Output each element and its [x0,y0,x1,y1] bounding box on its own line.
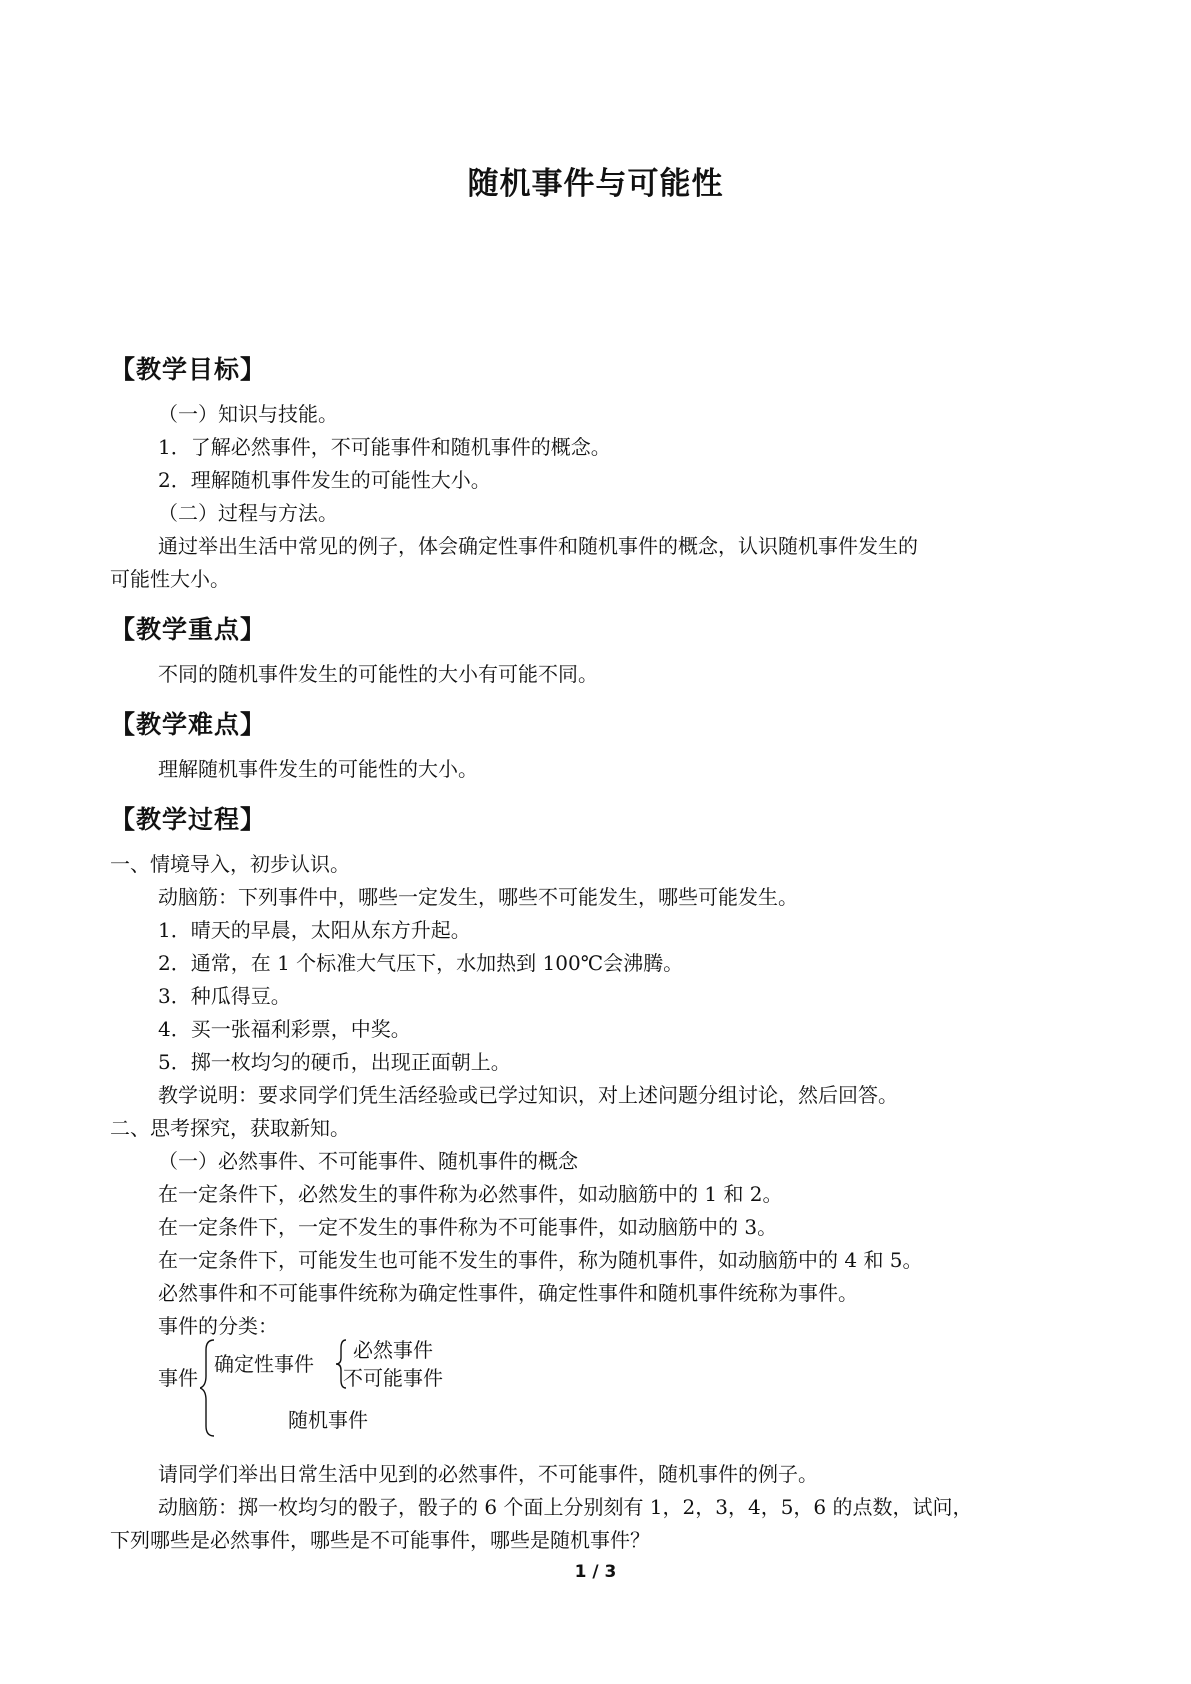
process-line: 事件的分类： [158,1314,278,1338]
process-line: 4．买一张福利彩票，中奖。 [158,1017,411,1041]
goals-line: 1．了解必然事件，不可能事件和随机事件的概念。 [158,435,611,459]
goals-line: （二）过程与方法。 [158,501,338,525]
process-line: 教学说明：要求同学们凭生活经验或已学过知识，对上述问题分组讨论，然后回答。 [158,1083,898,1107]
process-after-line: 动脑筋：掷一枚均匀的骰子，骰子的 6 个面上分别刻有 1，2，3，4，5，6 的点数，试问， [158,1495,973,1519]
tree-root: 事件 [158,1366,198,1390]
process-line: 必然事件和不可能事件统称为确定性事件，确定性事件和随机事件统称为事件。 [158,1281,858,1305]
section-heading-key: 【教学重点】 [110,615,267,644]
process-line: 在一定条件下，必然发生的事件称为必然事件，如动脑筋中的 1 和 2。 [158,1182,783,1206]
tree-certain: 必然事件 [353,1338,433,1362]
process-line: 2．通常，在 1 个标准大气压下，水加热到 100℃会沸腾。 [158,951,684,975]
difficulty-line: 理解随机事件发生的可能性的大小。 [158,757,478,781]
process-line: 二、思考探究，获取新知。 [110,1116,350,1140]
process-line: 1．晴天的早晨，太阳从东方升起。 [158,918,471,942]
section-heading-goals: 【教学目标】 [110,355,267,384]
event-classification-tree [158,1338,498,1438]
process-line: 在一定条件下，一定不发生的事件称为不可能事件，如动脑筋中的 3。 [158,1215,778,1239]
process-after-line: 请同学们举出日常生活中见到的必然事件，不可能事件，随机事件的例子。 [158,1462,818,1486]
process-line: 在一定条件下，可能发生也可能不发生的事件，称为随机事件，如动脑筋中的 4 和 5。 [158,1248,923,1272]
document-title: 随机事件与可能性 [467,166,724,202]
process-line: 一、情境导入，初步认识。 [110,852,350,876]
tree-impossible: 不可能事件 [343,1366,443,1390]
goals-line: （一）知识与技能。 [158,402,338,426]
process-line: 3．种瓜得豆。 [158,984,291,1008]
goals-line: 可能性大小。 [110,567,230,591]
goals-line: 通过举出生活中常见的例子，体会确定性事件和随机事件的概念，认识随机事件发生的 [158,534,918,558]
tree-random: 随机事件 [288,1408,368,1432]
process-line: 动脑筋：下列事件中，哪些一定发生，哪些不可能发生，哪些可能发生。 [158,885,798,909]
process-line: 5．掷一枚均匀的硬币，出现正面朝上。 [158,1050,511,1074]
tree-deterministic: 确定性事件 [214,1352,314,1376]
process-line: （一）必然事件、不可能事件、随机事件的概念 [158,1149,578,1173]
section-heading-difficulty: 【教学难点】 [110,710,267,739]
page-number: 1 / 3 [574,1562,617,1582]
section-heading-process: 【教学过程】 [110,805,267,834]
goals-line: 2．理解随机事件发生的可能性大小。 [158,468,491,492]
key-line: 不同的随机事件发生的可能性的大小有可能不同。 [158,662,598,686]
process-after-line: 下列哪些是必然事件，哪些是不可能事件，哪些是随机事件？ [110,1528,650,1552]
